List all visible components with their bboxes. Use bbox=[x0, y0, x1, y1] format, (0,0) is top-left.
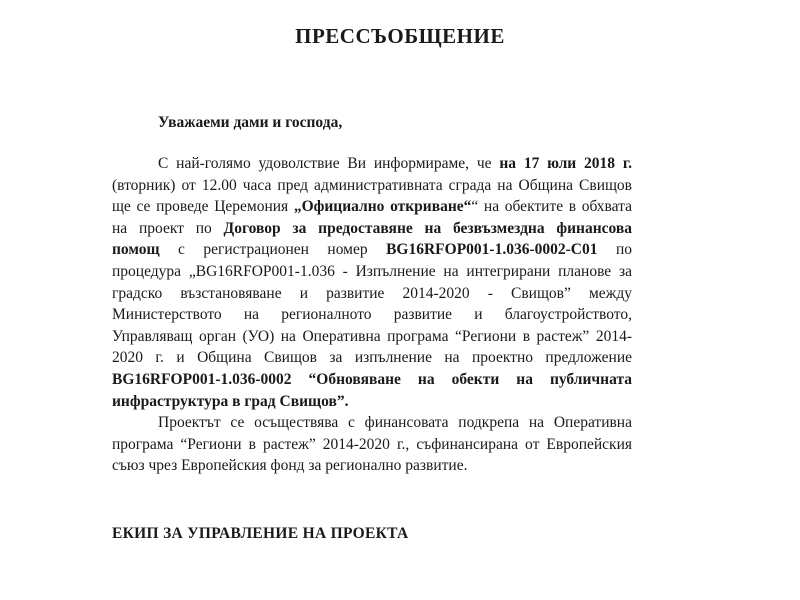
text-segment: С най-голямо удоволствие Ви информираме, че bbox=[158, 155, 492, 172]
paragraph-1-line-10: 2020 г. и Община Свищов за изпълнение на проектно предложение bbox=[112, 349, 632, 367]
document-body bbox=[112, 153, 632, 477]
project-number: BG16RFOP001-1.036-0002 bbox=[112, 370, 292, 388]
paragraph-1-line-3 bbox=[112, 196, 632, 218]
text-segment: на проект по bbox=[112, 219, 212, 237]
paragraph-1-line-9: Управляващ орган (УО) на Оперативна програма “Региони в растеж” 2014- bbox=[112, 327, 632, 345]
signature: ЕКИП ЗА УПРАВЛЕНИЕ НА ПРОЕКТА bbox=[112, 525, 409, 542]
ceremony-name: „Официално откриване“ bbox=[293, 198, 472, 216]
text-segment: с регистрационен номер bbox=[178, 241, 368, 259]
paragraph-2-line-3: съюз чрез Европейския фонд за регионално развитие. bbox=[112, 457, 468, 475]
paragraph-1-line-2: (вторник) от 12.00 часа пред административната сграда на Община Свищов bbox=[112, 176, 632, 194]
salutation: Уважаеми дами и господа, bbox=[158, 114, 343, 131]
paragraph-1-line-8: Министерството на регионалното развитие и благоустройството, bbox=[112, 306, 632, 324]
paragraph-2-line-1: Проектът се осъществява с финансовата подкрепа на Оперативна bbox=[158, 414, 632, 432]
text-segment: ще се проведе Церемония bbox=[112, 198, 289, 216]
contract-name: Договор за предоставяне на безвъзмездна финансова bbox=[223, 219, 632, 237]
paragraph-1-line-4 bbox=[112, 218, 632, 240]
paragraph-1-line-6: процедура „BG16RFOP001-1.036 - Изпълнение на интегрирани планове за bbox=[112, 262, 632, 280]
paragraph-1-line-5 bbox=[112, 239, 632, 261]
text-segment: “ на обектите в обхвата bbox=[471, 198, 632, 216]
paragraph-1-line-11 bbox=[112, 369, 632, 391]
text-segment: по bbox=[615, 241, 632, 259]
paragraph-1-line-7: градско възстановяване и развитие 2014-2020 - Свищов” между bbox=[112, 284, 632, 302]
paragraph-1-line-1 bbox=[112, 153, 632, 175]
registration-number: BG16RFOP001-1.036-0002-C01 bbox=[386, 241, 598, 259]
project-title: “Обновяване на обекти на публичната bbox=[308, 370, 632, 388]
contract-name-end: помощ bbox=[112, 241, 160, 259]
event-date: на 17 юли 2018 г. bbox=[499, 155, 632, 172]
paragraph-1-line-12: инфраструктура в град Свищов”. bbox=[112, 392, 349, 410]
paragraph-2-line-2: програма “Региони в растеж” 2014-2020 г., съфинансирана от Европейския bbox=[112, 435, 632, 453]
document-title: ПРЕССЪОБЩЕНИЕ bbox=[295, 24, 505, 48]
